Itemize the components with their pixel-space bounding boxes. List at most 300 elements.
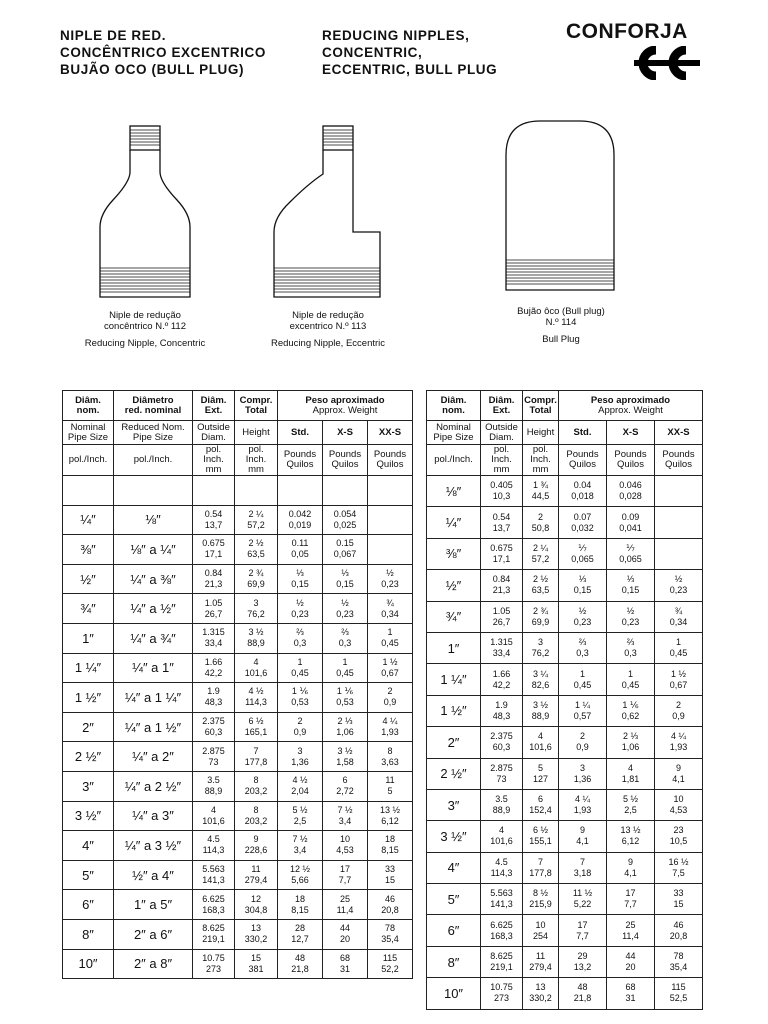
cell-xxs: ½ 0,23 bbox=[655, 570, 703, 601]
cell-xs: ⅔ 0,3 bbox=[607, 632, 655, 663]
cell-reduced-size: 2″ a 6″ bbox=[114, 919, 193, 949]
unit-polmm: pol. Inch. mm bbox=[481, 445, 523, 476]
cell-xs: 25 11,4 bbox=[323, 890, 368, 920]
cell-len: 6 152,4 bbox=[523, 789, 559, 820]
unit-polmm: pol. Inch. mm bbox=[523, 445, 559, 476]
cell-len: 2 ¼ 57,2 bbox=[235, 505, 278, 535]
cell-nominal-size: 5″ bbox=[427, 884, 481, 915]
cell-xs: 68 31 bbox=[323, 949, 368, 979]
cell-len: 15 381 bbox=[235, 949, 278, 979]
cell-xxs bbox=[368, 476, 413, 506]
unit-pol: pol./Inch. bbox=[114, 445, 193, 476]
cell-xs: ½ 0,23 bbox=[323, 594, 368, 624]
cell-std: 0.04 0,018 bbox=[559, 476, 607, 507]
cell-len: 2 ¾ 69,9 bbox=[523, 601, 559, 632]
table-row bbox=[427, 946, 703, 977]
table-row bbox=[427, 476, 703, 507]
cell-ext: 0.84 21,3 bbox=[481, 570, 523, 601]
cell-ext: 4.5 114,3 bbox=[193, 831, 235, 861]
cell-std: 4 ½ 2,04 bbox=[278, 771, 323, 801]
cell-ext: 1.9 48,3 bbox=[481, 695, 523, 726]
col-header-reduced-en: Reduced Nom. Pipe Size bbox=[114, 421, 193, 445]
cell-std: ⅓ 0,15 bbox=[278, 564, 323, 594]
concentric-nipple-drawing bbox=[95, 122, 195, 302]
cell-ext: 4 101,6 bbox=[481, 821, 523, 852]
header-pt-line: CONCÊNTRICO EXCENTRICO bbox=[60, 45, 266, 60]
cell-xs: 0.054 0,025 bbox=[323, 505, 368, 535]
cell-ext: 3.5 88,9 bbox=[481, 789, 523, 820]
cell-ext: 2.875 73 bbox=[481, 758, 523, 789]
conforja-logo-icon bbox=[632, 46, 702, 80]
table-row bbox=[427, 570, 703, 601]
cell-len: 6 ½ 155,1 bbox=[523, 821, 559, 852]
cell-xs: 1 ⅙ 0,53 bbox=[323, 683, 368, 713]
figure-caption-concentric bbox=[70, 310, 220, 349]
unit-pounds-quilos: Pounds Quilos bbox=[607, 445, 655, 476]
cell-std: 5 ½ 2,5 bbox=[278, 801, 323, 831]
cell-xxs: 33 15 bbox=[368, 860, 413, 890]
cell-len: 3 ¼ 82,6 bbox=[523, 664, 559, 695]
cell-nominal-size: ⅜″ bbox=[427, 538, 481, 569]
unit-pol: pol./Inch. bbox=[427, 445, 481, 476]
cell-xxs: 2 0,9 bbox=[368, 683, 413, 713]
caption-pt: excentrico N.º 113 bbox=[289, 321, 367, 332]
cell-std: 9 4,1 bbox=[559, 821, 607, 852]
cell-xs: 17 7,7 bbox=[607, 884, 655, 915]
table-row bbox=[63, 890, 413, 920]
cell-reduced-size: ¼″ a 2″ bbox=[114, 742, 193, 772]
cell-ext bbox=[193, 476, 235, 506]
table-row bbox=[63, 860, 413, 890]
cell-xs: 1 0,45 bbox=[607, 664, 655, 695]
cell-nominal-size: 10″ bbox=[427, 978, 481, 1009]
brand-name: CONFORJA bbox=[566, 20, 688, 43]
table-row bbox=[63, 653, 413, 683]
cell-ext: 0.675 17,1 bbox=[481, 538, 523, 569]
unit-pounds-quilos: Pounds Quilos bbox=[278, 445, 323, 476]
cell-std: 2 0,9 bbox=[278, 712, 323, 742]
eccentric-nipple-drawing bbox=[268, 122, 388, 302]
cell-nominal-size: ¾″ bbox=[63, 594, 114, 624]
table-row bbox=[427, 884, 703, 915]
cell-xs: 4 1,81 bbox=[607, 758, 655, 789]
cell-xxs: 10 4,53 bbox=[655, 789, 703, 820]
col-header-outside-en: Outside Diam. bbox=[193, 421, 235, 445]
col-header-diam-ext: Diâm. Ext. bbox=[193, 391, 235, 421]
caption-pt: concêntrico N.º 112 bbox=[104, 321, 186, 332]
cell-std: ⅔ 0,3 bbox=[278, 623, 323, 653]
cell-xxs: 46 20,8 bbox=[655, 915, 703, 946]
unit-pounds-quilos: Pounds Quilos bbox=[655, 445, 703, 476]
cell-ext: 1.66 42,2 bbox=[193, 653, 235, 683]
cell-xxs: 2 0,9 bbox=[655, 695, 703, 726]
table-row bbox=[63, 535, 413, 565]
cell-std: 17 7,7 bbox=[559, 915, 607, 946]
cell-ext: 6.625 168,3 bbox=[481, 915, 523, 946]
caption-pt: N.º 114 bbox=[545, 317, 577, 328]
cell-xs: 0.15 0,067 bbox=[323, 535, 368, 565]
cell-ext: 1.05 26,7 bbox=[481, 601, 523, 632]
cell-reduced-size: ⅛″ a ¼″ bbox=[114, 535, 193, 565]
cell-nominal-size: 4″ bbox=[427, 852, 481, 883]
cell-nominal-size: ¼″ bbox=[63, 505, 114, 535]
table-row bbox=[63, 801, 413, 831]
cell-std: ⅓ 0,15 bbox=[559, 570, 607, 601]
header-en-line: CONCENTRIC, bbox=[322, 45, 423, 60]
cell-reduced-size: ¼″ a ⅜″ bbox=[114, 564, 193, 594]
cell-std: 18 8,15 bbox=[278, 890, 323, 920]
cell-nominal-size: 5″ bbox=[63, 860, 114, 890]
cell-xxs: 78 35,4 bbox=[655, 946, 703, 977]
cell-len: 10 254 bbox=[523, 915, 559, 946]
table-row bbox=[63, 712, 413, 742]
cell-len: 11 279,4 bbox=[235, 860, 278, 890]
header-pt-line: BUJÃO OCO (BULL PLUG) bbox=[60, 62, 245, 77]
cell-std: 48 21,8 bbox=[559, 978, 607, 1009]
cell-xxs: 1 0,45 bbox=[368, 623, 413, 653]
cell-xxs: 78 35,4 bbox=[368, 919, 413, 949]
header-en-line: ECCENTRIC, BULL PLUG bbox=[322, 62, 498, 77]
cell-xxs: 4 ¼ 1,93 bbox=[368, 712, 413, 742]
col-header-nominal-en: Nominal Pipe Size bbox=[63, 421, 114, 445]
table-row bbox=[427, 758, 703, 789]
cell-xxs: 1 ½ 0,67 bbox=[368, 653, 413, 683]
figure-caption-bull-plug bbox=[486, 306, 636, 345]
cell-ext: 1.05 26,7 bbox=[193, 594, 235, 624]
col-header-outside-en: Outside Diam. bbox=[481, 421, 523, 445]
col-header-diam-nom: Diâm. nom. bbox=[63, 391, 114, 421]
cell-std: 0.11 0,05 bbox=[278, 535, 323, 565]
caption-pt: Niple de redução bbox=[109, 310, 181, 321]
cell-xxs: ¾ 0,34 bbox=[655, 601, 703, 632]
col-header-std: Std. bbox=[559, 421, 607, 445]
cell-std: ⅐ 0,065 bbox=[559, 538, 607, 569]
col-header-diam-red: Diâmetro red. nominal bbox=[114, 391, 193, 421]
table-row bbox=[427, 978, 703, 1009]
cell-len: 7 177,8 bbox=[523, 852, 559, 883]
cell-xs bbox=[323, 476, 368, 506]
cell-len: 4 101,6 bbox=[523, 727, 559, 758]
cell-len: 13 330,2 bbox=[523, 978, 559, 1009]
cell-reduced-size bbox=[114, 476, 193, 506]
col-header-xs: X-S bbox=[323, 421, 368, 445]
col-header-height-en: Height bbox=[523, 421, 559, 445]
table-row bbox=[63, 949, 413, 979]
cell-xxs: 9 4,1 bbox=[655, 758, 703, 789]
unit-pounds-quilos: Pounds Quilos bbox=[559, 445, 607, 476]
cell-len: 8 203,2 bbox=[235, 771, 278, 801]
cell-xs: ⅓ 0,15 bbox=[323, 564, 368, 594]
cell-nominal-size: ¼″ bbox=[427, 507, 481, 538]
cell-xs: 7 ½ 3,4 bbox=[323, 801, 368, 831]
cell-std bbox=[278, 476, 323, 506]
cell-xs: 0.046 0,028 bbox=[607, 476, 655, 507]
caption-en: Bull Plug bbox=[542, 334, 580, 345]
cell-xs: 13 ½ 6,12 bbox=[607, 821, 655, 852]
cell-std: 4 ¼ 1,93 bbox=[559, 789, 607, 820]
caption-en: Reducing Nipple, Concentric bbox=[84, 338, 206, 349]
cell-xxs: 115 52,5 bbox=[655, 978, 703, 1009]
cell-std: 3 1,36 bbox=[559, 758, 607, 789]
cell-ext: 0.405 10,3 bbox=[481, 476, 523, 507]
cell-reduced-size: ¼″ a 1″ bbox=[114, 653, 193, 683]
cell-nominal-size: 2 ½″ bbox=[63, 742, 114, 772]
cell-nominal-size: 1 ½″ bbox=[427, 695, 481, 726]
cell-nominal-size: ¾″ bbox=[427, 601, 481, 632]
cell-reduced-size: ¼″ a 1 ½″ bbox=[114, 712, 193, 742]
bull-plug-table bbox=[426, 390, 703, 1010]
cell-len: 2 ¼ 57,2 bbox=[523, 538, 559, 569]
figure-caption-eccentric bbox=[248, 310, 408, 349]
cell-std: 3 1,36 bbox=[278, 742, 323, 772]
cell-len: 3 ½ 88,9 bbox=[523, 695, 559, 726]
col-header-xxs: XX-S bbox=[368, 421, 413, 445]
table-row bbox=[427, 727, 703, 758]
cell-nominal-size: 3 ½″ bbox=[63, 801, 114, 831]
cell-reduced-size: ¼″ a 3″ bbox=[114, 801, 193, 831]
cell-xs: 44 20 bbox=[607, 946, 655, 977]
cell-std: 0.042 0,019 bbox=[278, 505, 323, 535]
cell-nominal-size: 2″ bbox=[63, 712, 114, 742]
cell-std: 1 ¼ 0,57 bbox=[559, 695, 607, 726]
table-row bbox=[63, 831, 413, 861]
table-row bbox=[63, 623, 413, 653]
cell-ext: 1.315 33,4 bbox=[193, 623, 235, 653]
cell-len: 6 ½ 165,1 bbox=[235, 712, 278, 742]
cell-nominal-size: 6″ bbox=[63, 890, 114, 920]
cell-xs: 6 2,72 bbox=[323, 771, 368, 801]
cell-len: 8 ½ 215,9 bbox=[523, 884, 559, 915]
cell-std: 11 ½ 5,22 bbox=[559, 884, 607, 915]
table-row bbox=[427, 789, 703, 820]
cell-ext: 1.315 33,4 bbox=[481, 632, 523, 663]
cell-nominal-size: 2″ bbox=[427, 727, 481, 758]
table-row bbox=[427, 915, 703, 946]
cell-std: ⅔ 0,3 bbox=[559, 632, 607, 663]
cell-len: 1 ¾ 44,5 bbox=[523, 476, 559, 507]
unit-pounds-quilos: Pounds Quilos bbox=[368, 445, 413, 476]
header-en-line: REDUCING NIPPLES, bbox=[322, 28, 470, 43]
table-row bbox=[63, 771, 413, 801]
cell-std: 1 0,45 bbox=[559, 664, 607, 695]
cell-xs: ⅐ 0,065 bbox=[607, 538, 655, 569]
cell-ext: 10.75 273 bbox=[193, 949, 235, 979]
col-header-comp: Compr. Total bbox=[523, 391, 559, 421]
table-row bbox=[427, 601, 703, 632]
cell-std: ½ 0,23 bbox=[559, 601, 607, 632]
cell-nominal-size: ½″ bbox=[63, 564, 114, 594]
cell-len: 9 228,6 bbox=[235, 831, 278, 861]
cell-std: 1 0,45 bbox=[278, 653, 323, 683]
cell-nominal-size: 8″ bbox=[427, 946, 481, 977]
reducing-nipple-table bbox=[62, 390, 413, 979]
cell-len: 2 ½ 63,5 bbox=[523, 570, 559, 601]
cell-len: 2 ¾ 69,9 bbox=[235, 564, 278, 594]
cell-nominal-size: 1″ bbox=[427, 632, 481, 663]
unit-polmm: pol. Inch. mm bbox=[193, 445, 235, 476]
cell-nominal-size: ½″ bbox=[427, 570, 481, 601]
cell-xxs: 23 10,5 bbox=[655, 821, 703, 852]
table-row bbox=[427, 507, 703, 538]
cell-len: 2 ½ 63,5 bbox=[235, 535, 278, 565]
caption-pt: Niple de redução bbox=[292, 310, 364, 321]
cell-nominal-size: 1 ¼″ bbox=[427, 664, 481, 695]
table-row bbox=[63, 476, 413, 506]
cell-len: 3 ½ 88,9 bbox=[235, 623, 278, 653]
table-row bbox=[427, 664, 703, 695]
cell-xs: 1 ⅙ 0,62 bbox=[607, 695, 655, 726]
cell-ext: 0.675 17,1 bbox=[193, 535, 235, 565]
cell-ext: 3.5 88,9 bbox=[193, 771, 235, 801]
col-header-nominal-en: Nominal Pipe Size bbox=[427, 421, 481, 445]
cell-len: 3 76,2 bbox=[235, 594, 278, 624]
cell-xxs bbox=[368, 535, 413, 565]
cell-nominal-size: 2 ½″ bbox=[427, 758, 481, 789]
col-header-peso: Peso aproximado Approx. Weight bbox=[278, 391, 413, 421]
cell-reduced-size: ¼″ a ½″ bbox=[114, 594, 193, 624]
cell-xs: 1 0,45 bbox=[323, 653, 368, 683]
cell-len: 5 127 bbox=[523, 758, 559, 789]
cell-ext: 10.75 273 bbox=[481, 978, 523, 1009]
cell-xxs: ½ 0,23 bbox=[368, 564, 413, 594]
cell-len: 13 330,2 bbox=[235, 919, 278, 949]
cell-nominal-size: 3″ bbox=[427, 789, 481, 820]
cell-len: 8 203,2 bbox=[235, 801, 278, 831]
cell-reduced-size: ⅛″ bbox=[114, 505, 193, 535]
cell-len: 11 279,4 bbox=[523, 946, 559, 977]
cell-nominal-size bbox=[63, 476, 114, 506]
cell-xxs: 1 ½ 0,67 bbox=[655, 664, 703, 695]
col-header-peso: Peso aproximado Approx. Weight bbox=[559, 391, 703, 421]
cell-xxs bbox=[655, 538, 703, 569]
cell-xs: 44 20 bbox=[323, 919, 368, 949]
cell-xxs: 33 15 bbox=[655, 884, 703, 915]
cell-xxs: 18 8,15 bbox=[368, 831, 413, 861]
col-header-height-en: Height bbox=[235, 421, 278, 445]
cell-xxs: ¾ 0,34 bbox=[368, 594, 413, 624]
cell-xs: 10 4,53 bbox=[323, 831, 368, 861]
cell-std: 7 ½ 3,4 bbox=[278, 831, 323, 861]
unit-polmm: pol. Inch. mm bbox=[235, 445, 278, 476]
unit-pol: pol./Inch. bbox=[63, 445, 114, 476]
cell-nominal-size: 3 ½″ bbox=[427, 821, 481, 852]
cell-nominal-size: 1 ½″ bbox=[63, 683, 114, 713]
cell-ext: 0.54 13,7 bbox=[481, 507, 523, 538]
cell-reduced-size: 2″ a 8″ bbox=[114, 949, 193, 979]
cell-nominal-size: 3″ bbox=[63, 771, 114, 801]
unit-pounds-quilos: Pounds Quilos bbox=[323, 445, 368, 476]
cell-ext: 1.66 42,2 bbox=[481, 664, 523, 695]
cell-xs: 2 ⅓ 1,06 bbox=[323, 712, 368, 742]
cell-ext: 2.375 60,3 bbox=[193, 712, 235, 742]
table-row bbox=[63, 564, 413, 594]
cell-std: ½ 0,23 bbox=[278, 594, 323, 624]
cell-xs: 68 31 bbox=[607, 978, 655, 1009]
cell-ext: 5.563 141,3 bbox=[193, 860, 235, 890]
cell-nominal-size: 10″ bbox=[63, 949, 114, 979]
cell-xs: ½ 0,23 bbox=[607, 601, 655, 632]
cell-xs: 2 ⅓ 1,06 bbox=[607, 727, 655, 758]
cell-xxs: 8 3,63 bbox=[368, 742, 413, 772]
cell-std: 12 ½ 5,66 bbox=[278, 860, 323, 890]
table-row bbox=[427, 632, 703, 663]
cell-std: 48 21,8 bbox=[278, 949, 323, 979]
col-header-std: Std. bbox=[278, 421, 323, 445]
cell-xs: ⅓ 0,15 bbox=[607, 570, 655, 601]
col-header-xs: X-S bbox=[607, 421, 655, 445]
cell-ext: 2.875 73 bbox=[193, 742, 235, 772]
cell-xxs bbox=[368, 505, 413, 535]
cell-xxs: 16 ½ 7,5 bbox=[655, 852, 703, 883]
cell-xxs: 46 20,8 bbox=[368, 890, 413, 920]
cell-len: 12 304,8 bbox=[235, 890, 278, 920]
cell-ext: 8.625 219,1 bbox=[193, 919, 235, 949]
cell-len: 2 50,8 bbox=[523, 507, 559, 538]
cell-xxs bbox=[655, 507, 703, 538]
cell-nominal-size: 6″ bbox=[427, 915, 481, 946]
cell-reduced-size: ½″ a 4″ bbox=[114, 860, 193, 890]
cell-ext: 4.5 114,3 bbox=[481, 852, 523, 883]
cell-nominal-size: 4″ bbox=[63, 831, 114, 861]
cell-xxs: 4 ¼ 1,93 bbox=[655, 727, 703, 758]
table-row bbox=[427, 695, 703, 726]
cell-std: 1 ⅙ 0,53 bbox=[278, 683, 323, 713]
cell-nominal-size: ⅜″ bbox=[63, 535, 114, 565]
cell-xxs: 115 52,2 bbox=[368, 949, 413, 979]
table-row bbox=[63, 594, 413, 624]
bull-plug-drawing bbox=[500, 115, 620, 295]
table-row bbox=[427, 538, 703, 569]
table-row bbox=[427, 821, 703, 852]
col-header-diam-ext: Diâm. Ext. bbox=[481, 391, 523, 421]
cell-reduced-size: ¼″ a 2 ½″ bbox=[114, 771, 193, 801]
cell-ext: 8.625 219,1 bbox=[481, 946, 523, 977]
cell-xs: ⅔ 0,3 bbox=[323, 623, 368, 653]
cell-reduced-size: 1″ a 5″ bbox=[114, 890, 193, 920]
cell-xxs: 1 0,45 bbox=[655, 632, 703, 663]
cell-xs: 9 4,1 bbox=[607, 852, 655, 883]
table-row bbox=[427, 852, 703, 883]
cell-ext: 0.84 21,3 bbox=[193, 564, 235, 594]
cell-xs: 3 ½ 1,58 bbox=[323, 742, 368, 772]
cell-ext: 2.375 60,3 bbox=[481, 727, 523, 758]
cell-ext: 4 101,6 bbox=[193, 801, 235, 831]
cell-xxs: 13 ½ 6,12 bbox=[368, 801, 413, 831]
cell-nominal-size: 8″ bbox=[63, 919, 114, 949]
table-row bbox=[63, 919, 413, 949]
header-english bbox=[322, 27, 497, 78]
cell-len: 3 76,2 bbox=[523, 632, 559, 663]
cell-xxs bbox=[655, 476, 703, 507]
header-pt-line: NIPLE DE RED. bbox=[60, 28, 167, 43]
col-header-xxs: XX-S bbox=[655, 421, 703, 445]
cell-reduced-size: ¼″ a 1 ¼″ bbox=[114, 683, 193, 713]
cell-ext: 5.563 141,3 bbox=[481, 884, 523, 915]
cell-ext: 6.625 168,3 bbox=[193, 890, 235, 920]
cell-std: 29 13,2 bbox=[559, 946, 607, 977]
cell-len bbox=[235, 476, 278, 506]
table-row bbox=[63, 505, 413, 535]
cell-ext: 1.9 48,3 bbox=[193, 683, 235, 713]
col-header-diam-nom: Diâm. nom. bbox=[427, 391, 481, 421]
header-portuguese bbox=[60, 27, 266, 78]
cell-nominal-size: 1 ¼″ bbox=[63, 653, 114, 683]
cell-len: 4 ½ 114,3 bbox=[235, 683, 278, 713]
cell-ext: 0.54 13,7 bbox=[193, 505, 235, 535]
cell-std: 2 0,9 bbox=[559, 727, 607, 758]
table-row bbox=[63, 683, 413, 713]
cell-len: 7 177,8 bbox=[235, 742, 278, 772]
